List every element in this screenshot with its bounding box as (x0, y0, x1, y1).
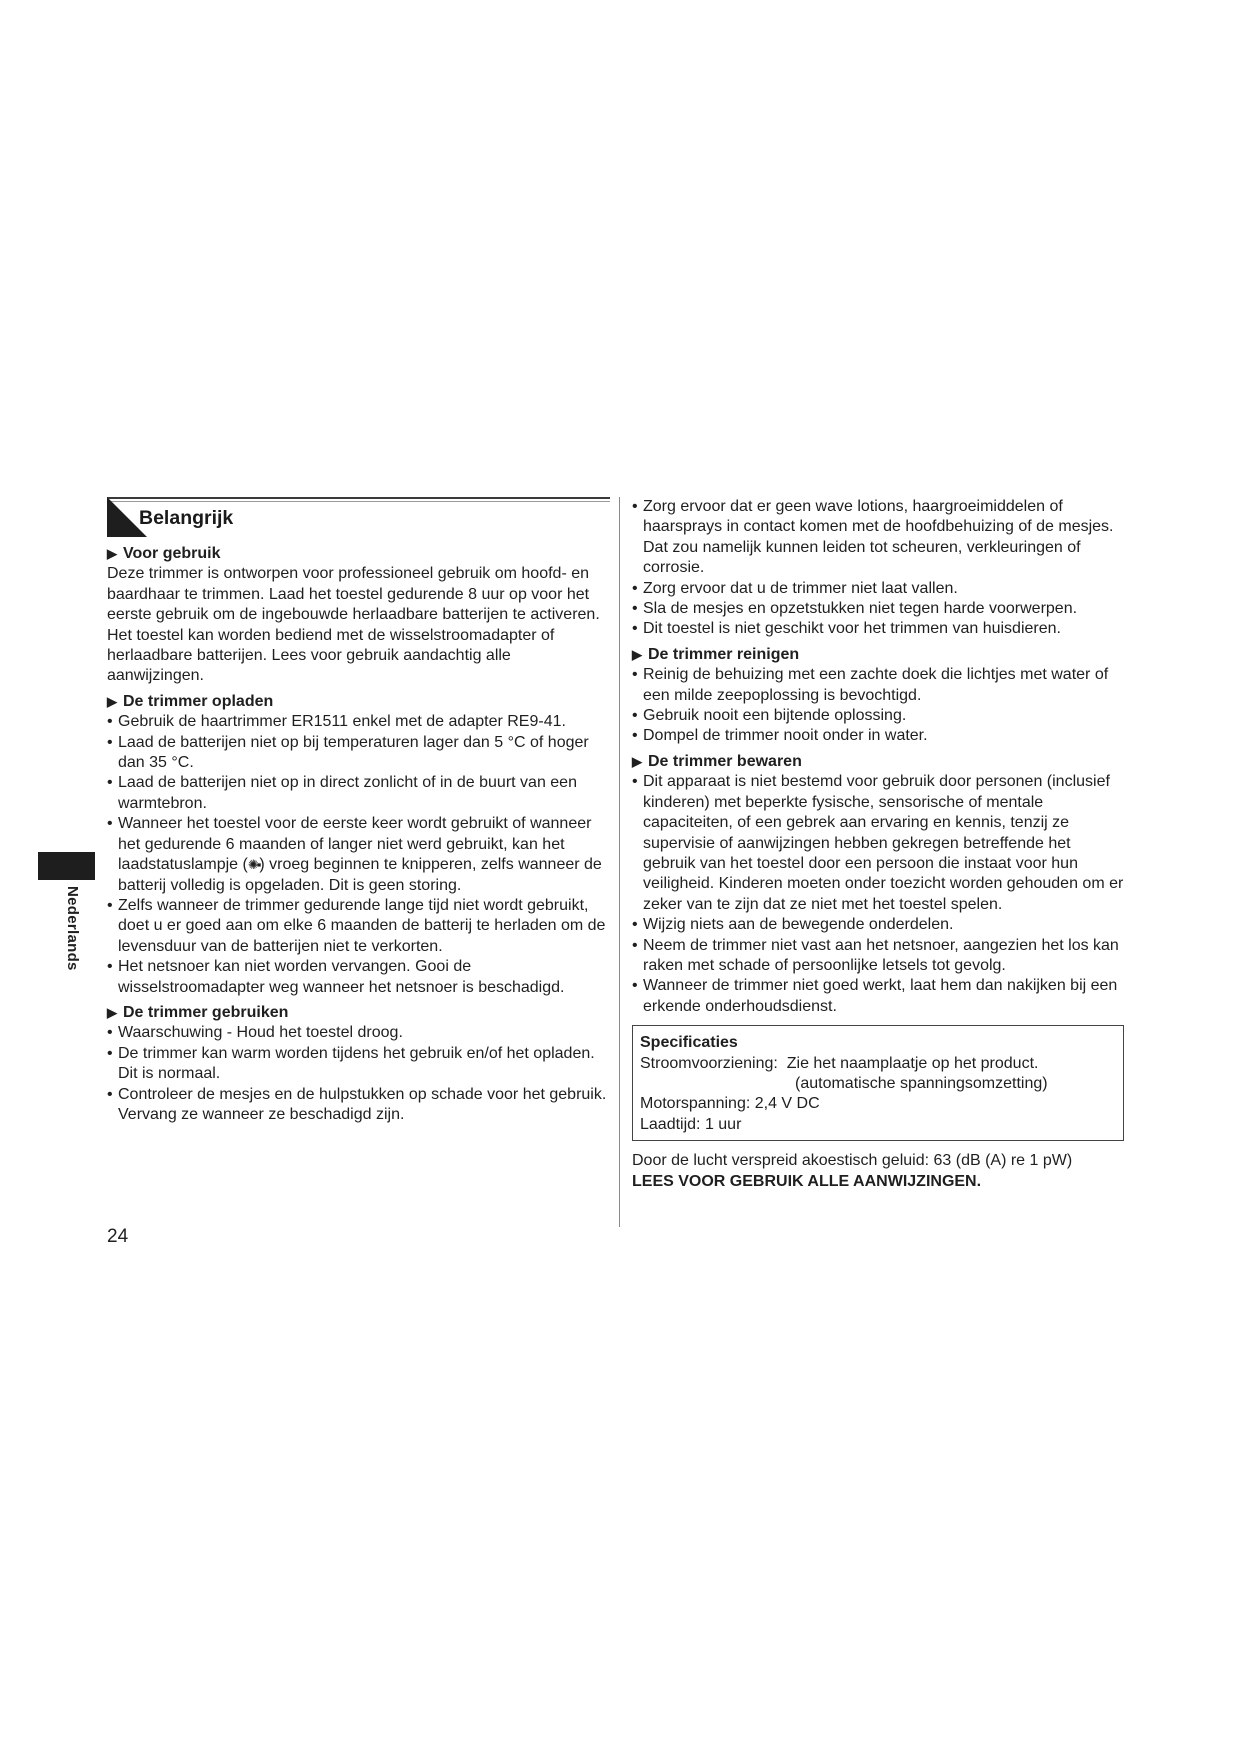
charge-status-lamp-icon: ✺▪ (247, 857, 260, 873)
general-list (632, 497, 1124, 538)
heading-reinigen: ▶ De trimmer reinigen (632, 645, 800, 663)
power-value: Zie het naamplaatje op het product. (786, 1054, 1039, 1072)
play-arrow-icon: ▶ (107, 1004, 117, 1020)
play-arrow-icon: ▶ (107, 546, 117, 561)
list-item: • Laad de batterijen niet op in direct zonlicht of in de buurt van een warmtebron. (107, 773, 610, 814)
specifications-box (632, 1025, 1124, 1141)
section-banner (107, 497, 610, 539)
list-item: • Controleer de mesjes en de hulpstukken op schade voor het gebruik. Vervang ze wanneer ze beschadigd zijn. (107, 1085, 610, 1126)
list-item: • Zorg ervoor dat er geen wave lotions, haargroeimiddelen of haarsprays in contact komen met de hoofdbehuizing of de mesjes. (632, 497, 1124, 538)
list-item: • Dompel de trimmer nooit onder in water. (632, 726, 1124, 746)
list-item: • Zorg ervoor dat u de trimmer niet laat vallen. (632, 579, 1124, 599)
list-item: • Gebruik de haartrimmer ER1511 enkel met de adapter RE9-41. (107, 712, 610, 732)
power-label: Stroomvoorziening: (640, 1054, 778, 1072)
language-label: Nederlands (64, 886, 81, 971)
reinigen-list (632, 665, 1124, 747)
list-item: • Het netsnoer kan niet worden vervangen. Gooi de wisselstroomadapter weg wanneer het netsnoer is beschadigd. (107, 957, 610, 998)
intro-paragraph: Deze trimmer is ontworpen voor professioneel gebruik om hoofd- en baardhaar te trimmen. Laad het toestel gedurende 8 uur op voor het eerste gebruik om de ingebouwde herlaadbare batterijen te activeren. Het toestel kan worden bediend met de wisselstroomadapter of herlaadbare batterijen. Lees voor gebruik aandachtig alle aanwijzingen. (107, 565, 600, 685)
heading-opladen: ▶ De trimmer opladen (107, 692, 274, 710)
left-column (107, 497, 610, 1125)
right-column (632, 497, 1124, 1192)
play-arrow-icon: ▶ (107, 693, 117, 709)
specifications-title: Specificaties (640, 1034, 738, 1052)
motor-voltage: Motorspanning: 2,4 V DC (640, 1095, 820, 1113)
power-note: (automatische spanningsomzetting) (795, 1074, 1048, 1092)
play-arrow-icon: ▶ (632, 646, 642, 662)
language-tab-marker (38, 852, 95, 880)
banner-rule (107, 497, 610, 499)
list-item: • Wijzig niets aan de bewegende onderdelen. (632, 915, 1124, 935)
general-list-2 (632, 579, 1124, 640)
list-item: • Gebruik nooit een bijtende oplossing. (632, 706, 1124, 726)
list-item: • De trimmer kan warm worden tijdens het gebruik en/of het opladen. Dit is normaal. (107, 1044, 610, 1085)
charge-time: Laadtijd: 1 uur (640, 1115, 742, 1133)
list-item: • Laad de batterijen niet op bij temperaturen lager dan 5 °C of hoger dan 35 °C. (107, 733, 610, 774)
list-item: • Sla de mesjes en opzetstukken niet tegen harde voorwerpen. (632, 599, 1124, 619)
read-instructions-notice: LEES VOOR GEBRUIK ALLE AANWIJZINGEN. (632, 1172, 982, 1190)
noise-statement: Door de lucht verspreid akoestisch geluid: 63 (dB (A) re 1 pW) (632, 1152, 1073, 1170)
heading-bewaren: ▶ De trimmer bewaren (632, 752, 802, 770)
list-item: • Wanneer de trimmer niet goed werkt, laat hem dan nakijken bij een erkende onderhoudsdienst. (632, 976, 1124, 1017)
banner-title: Belangrijk (139, 507, 234, 529)
banner-rule-thin (107, 501, 610, 502)
bewaren-list (632, 772, 1124, 1017)
list-item: • Dit toestel is niet geschikt voor het trimmen van huisdieren. (632, 619, 1124, 639)
list-item: • Neem de trimmer niet vast aan het netsnoer, aangezien het los kan raken met schade of persoonlijke letsels tot gevolg. (632, 936, 1124, 977)
heading-voor-gebruik: ▶ Voor gebruik (107, 545, 221, 562)
gebruiken-list (107, 1023, 610, 1125)
list-item: • Wanneer het toestel voor de eerste keer wordt gebruikt of wanneer het gedurende 6 maanden of langer niet werd gebruikt, kan het laadstatuslampje (✺▪) vroeg beginnen te knipperen, zelfs wanneer de batterij volledig is opgeladen. Dit is geen storing. (107, 814, 610, 896)
power-row (640, 1054, 1116, 1074)
column-divider (619, 497, 620, 1227)
list-item: • Dit apparaat is niet bestemd voor gebruik door personen (inclusief kinderen) met beperkte fysische, sensorische of mentale capaciteiten, of een gebrek aan ervaring en kennis, tenzij ze supervisie of aanwijzingen hebben gekregen betreffende het gebruik van het toestel door een persoon die instaat voor hun veiligheid. Kinderen moeten onder toezicht worden gehouden om er zeker van te zijn dat ze niet met het toestel spelen. (632, 772, 1124, 915)
list-item: • Waarschuwing - Houd het toestel droog. (107, 1023, 610, 1043)
list-item: • Reinig de behuizing met een zachte doek die lichtjes met water of een milde zeepoplossing is bevochtigd. (632, 665, 1124, 706)
list-item: • Zelfs wanneer de trimmer gedurende lange tijd niet wordt gebruikt, doet u er goed aan om elke 6 maanden de batterij te herladen om de levensduur van de batterijen niet te verkorten. (107, 896, 610, 957)
heading-gebruiken: ▶ De trimmer gebruiken (107, 1003, 289, 1021)
opladen-list (107, 712, 610, 998)
list-item-continuation: Dat zou namelijk kunnen leiden tot scheuren, verkleuringen of corrosie. (643, 538, 1081, 577)
page-number: 24 (107, 1226, 129, 1247)
play-arrow-icon: ▶ (632, 753, 642, 769)
